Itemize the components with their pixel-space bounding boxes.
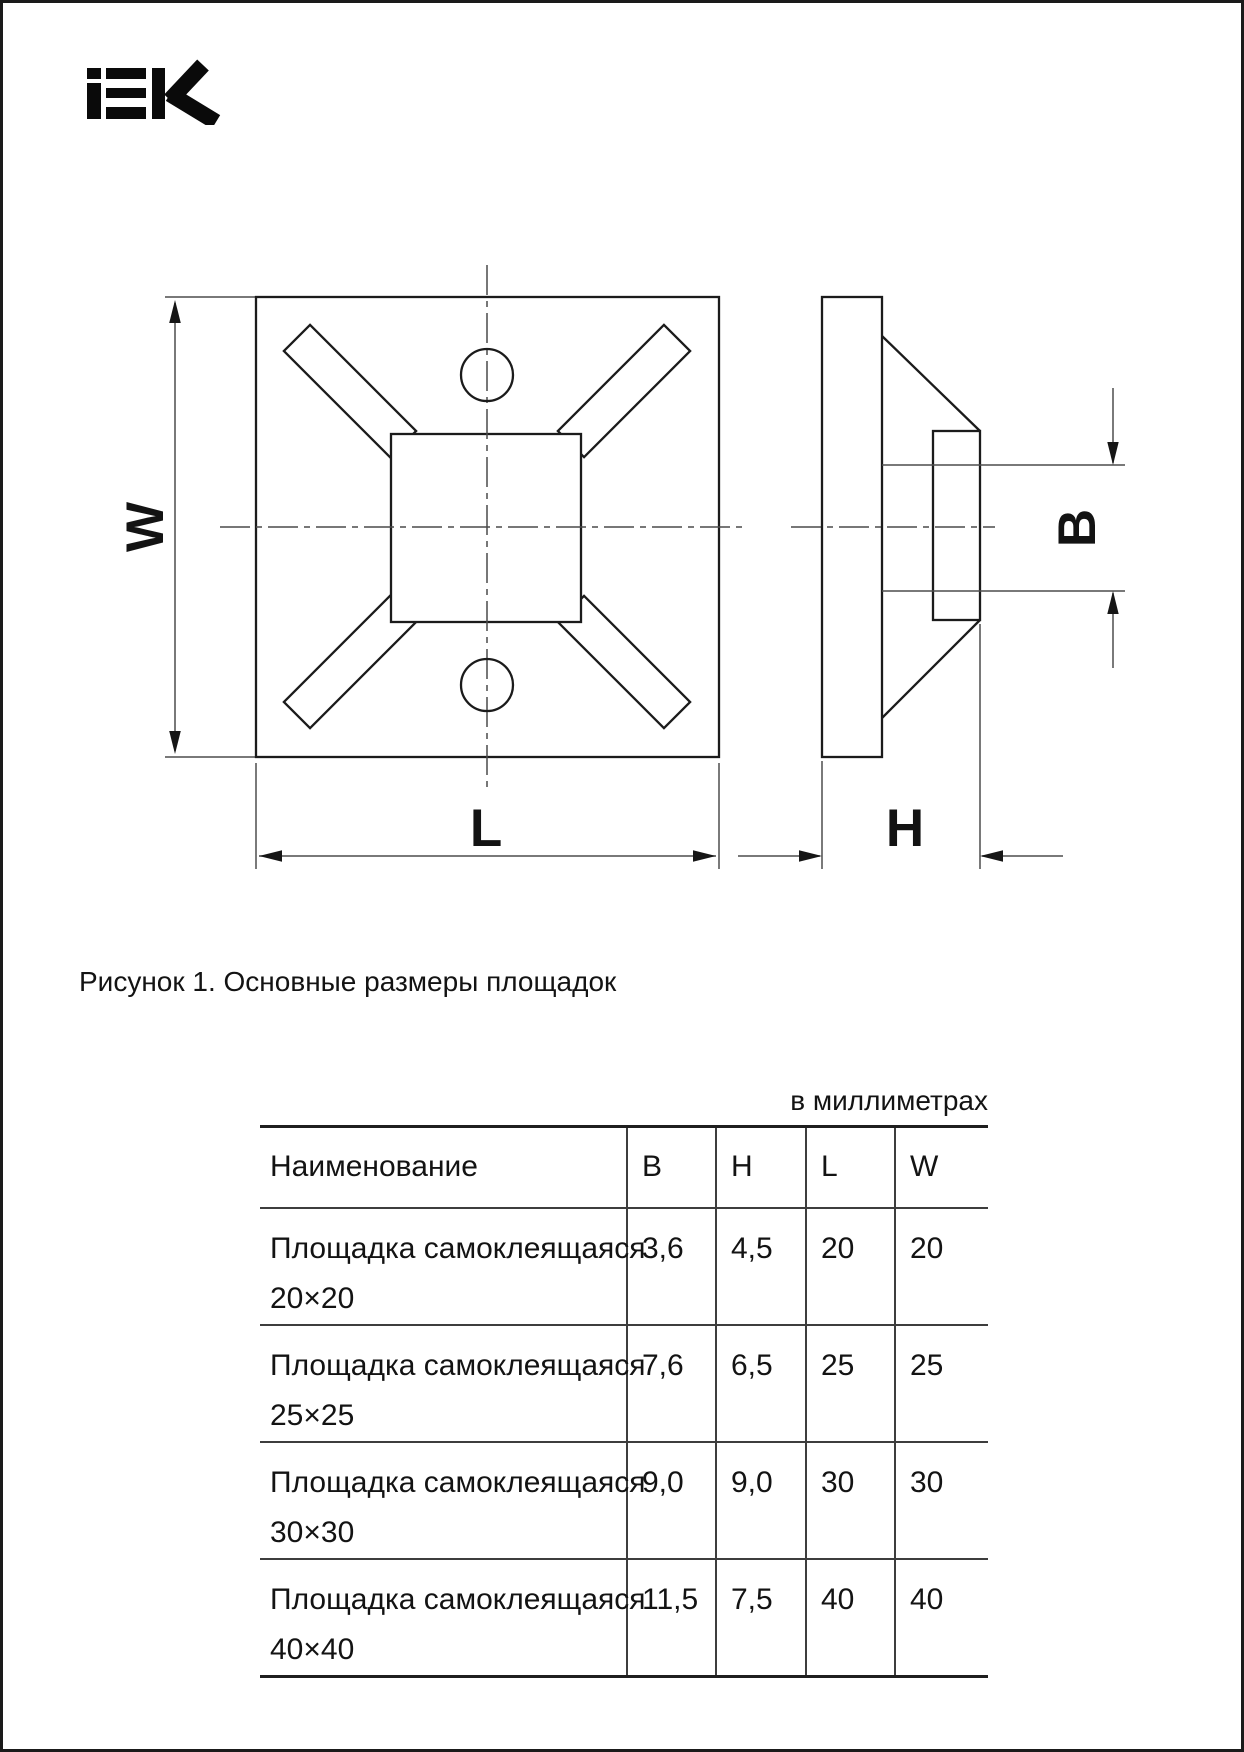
value-w: 40: [895, 1559, 988, 1677]
value-b: 7,6: [627, 1325, 716, 1442]
dim-label-w: W: [116, 501, 175, 553]
technical-drawing: [3, 3, 1244, 913]
table-row: [260, 1325, 988, 1442]
dimension-b: [1048, 388, 1119, 668]
dimension-w: [116, 300, 181, 754]
value-w: 20: [895, 1208, 988, 1325]
column-header-name: Наименование: [270, 1150, 478, 1184]
dim-label-h: H: [885, 799, 925, 858]
dimension-l: [256, 763, 719, 869]
product-name: Площадка самоклеящаяся 30×30: [260, 1442, 627, 1559]
units-note: в миллиметрах: [790, 1085, 988, 1116]
size-table-body: [260, 1208, 988, 1677]
column-header-h: H: [716, 1127, 806, 1208]
value-b: 3,6: [627, 1208, 716, 1325]
dim-label-l: L: [469, 799, 503, 858]
dimension-h: [738, 624, 1063, 869]
value-h: 4,5: [716, 1208, 806, 1325]
figure-caption: Рисунок 1. Основные размеры площадок: [79, 966, 617, 997]
column-header-l: L: [806, 1127, 895, 1208]
dim-label-b: B: [1048, 508, 1107, 548]
column-header-w: W: [895, 1127, 988, 1208]
product-name: Площадка самоклеящаяся 20×20: [260, 1208, 627, 1325]
value-l: 25: [806, 1325, 895, 1442]
table-row: [260, 1559, 988, 1677]
center-boss-front: [391, 434, 581, 622]
value-w: 30: [895, 1442, 988, 1559]
front-view: [165, 265, 745, 790]
column-header-b: B: [627, 1127, 716, 1208]
value-h: 9,0: [716, 1442, 806, 1559]
product-name: Площадка самоклеящаяся 25×25: [260, 1325, 627, 1442]
value-w: 25: [895, 1325, 988, 1442]
value-h: 6,5: [716, 1325, 806, 1442]
value-b: 11,5: [627, 1559, 716, 1677]
table-row: [260, 1208, 988, 1325]
size-table: [260, 1125, 988, 1678]
value-l: 30: [806, 1442, 895, 1559]
table-header-row: [260, 1127, 988, 1208]
value-h: 7,5: [716, 1559, 806, 1677]
value-b: 9,0: [627, 1442, 716, 1559]
product-name: Площадка самоклеящаяся 40×40: [260, 1559, 627, 1677]
table-row: [260, 1442, 988, 1559]
value-l: 20: [806, 1208, 895, 1325]
value-l: 40: [806, 1559, 895, 1677]
